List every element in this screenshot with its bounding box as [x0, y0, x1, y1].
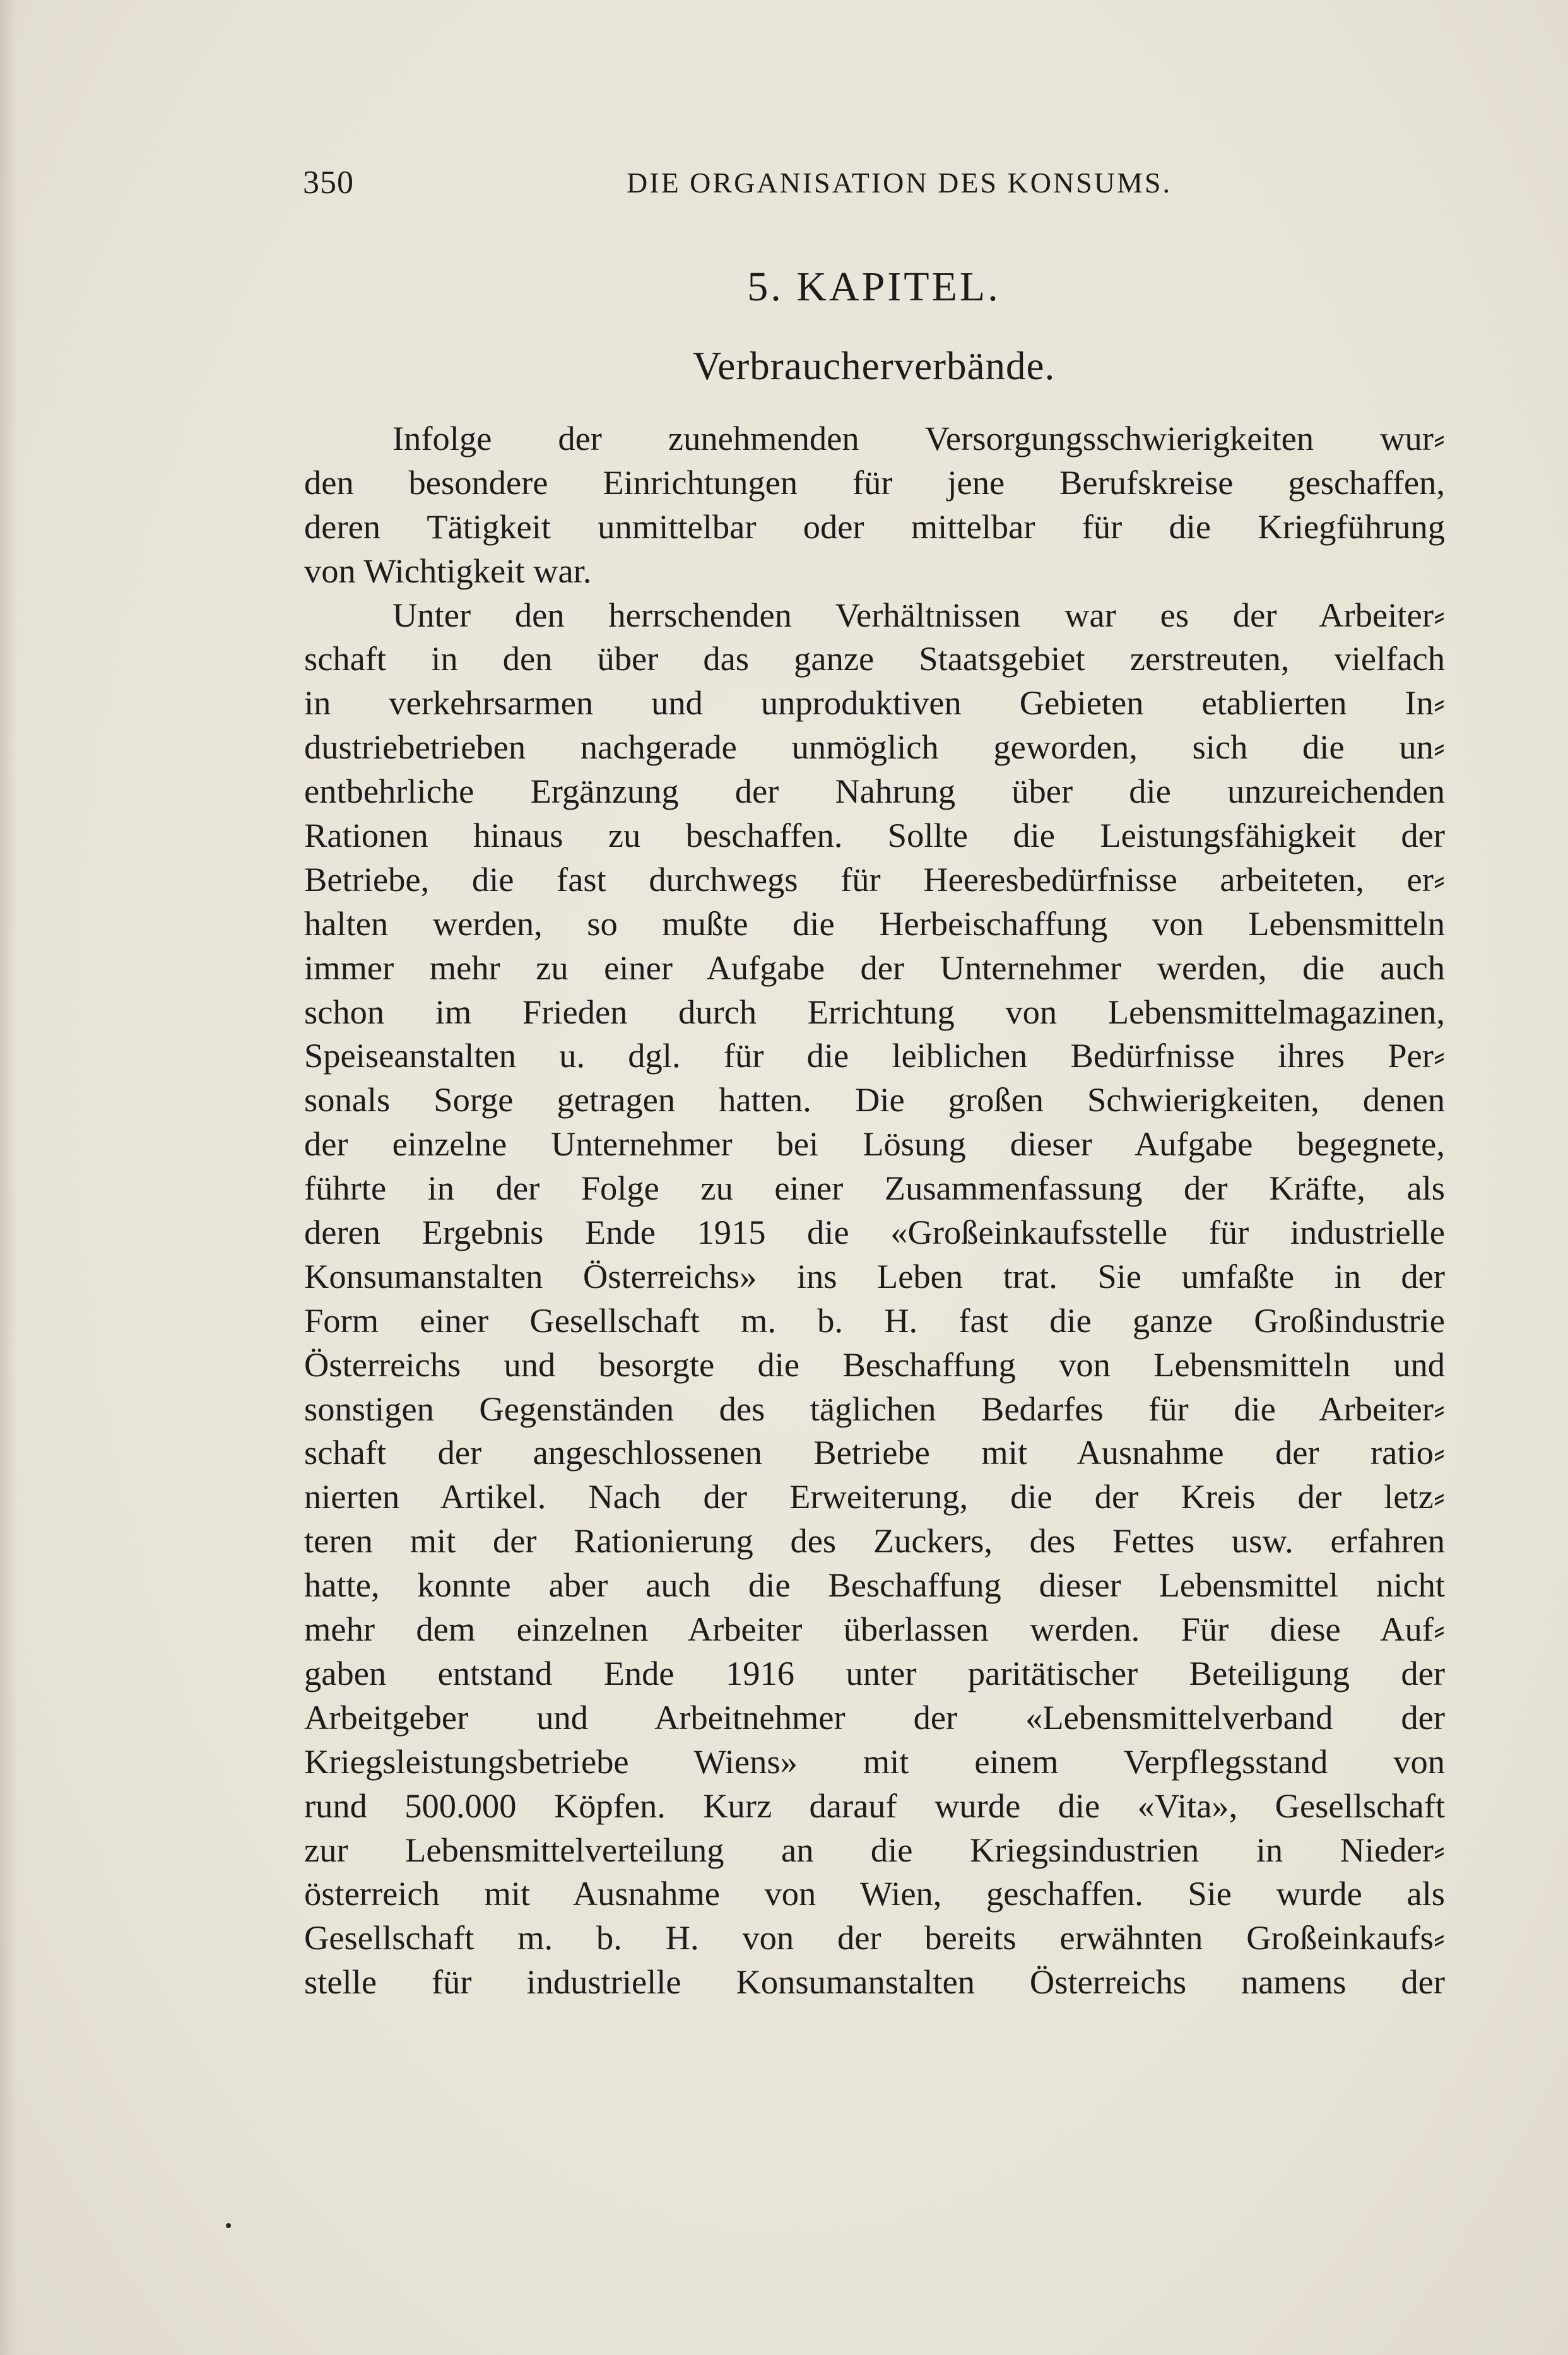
text-line: zur Lebensmittelverteilung an die Kriegsindustrien in Nieder⸗ — [304, 1830, 1445, 1869]
text-line: rund 500.000 Köpfen. Kurz darauf wurde die «Vita», Gesellschaft — [304, 1786, 1445, 1825]
text-line: Österreichs und besorgte die Beschaffung von Lebensmitteln und — [304, 1345, 1445, 1384]
chapter-subtitle: Verbraucherverbände. — [692, 344, 1056, 388]
text-line: schon im Frieden durch Errichtung von Lebensmittelmagazinen, — [304, 992, 1445, 1031]
paragraph — [304, 593, 1445, 2005]
text-line: führte in der Folge zu einer Zusammenfassung der Kräfte, als — [304, 1169, 1445, 1208]
text-line: sonals Sorge getragen hatten. Die großen Schwierigkeiten, denen — [304, 1080, 1445, 1119]
body-text — [304, 416, 1445, 2004]
text-line: in verkehrsarmen und unproduktiven Gebieten etablierten In⸗ — [304, 683, 1445, 723]
chapter-heading: 5. KAPITEL. — [747, 264, 1001, 310]
text-line: Gesellschaft m. b. H. von der bereits erwähnten Großeinkaufs⸗ — [304, 1918, 1445, 1957]
text-line: Arbeitgeber und Arbeitnehmer der «Lebensmittelverband der — [304, 1697, 1445, 1737]
text-line: entbehrliche Ergänzung der Nahrung über die unzureichenden — [304, 772, 1445, 811]
text-line: schaft in den über das ganze Staatsgebiet zerstreuten, vielfach — [304, 639, 1445, 678]
page-number: 350 — [303, 165, 354, 201]
text-line: Kriegsleistungsbetriebe Wiens» mit einem Verpflegsstand von — [304, 1742, 1445, 1781]
text-line: Rationen hinaus zu beschaffen. Sollte die Leistungsfähigkeit der — [304, 816, 1445, 855]
text-line: Speiseanstalten u. dgl. für die leiblichen Bedürfnisse ihres Per⸗ — [304, 1036, 1445, 1075]
text-line: nierten Artikel. Nach der Erweiterung, die der Kreis der letz⸗ — [304, 1477, 1445, 1516]
text-line: stelle für industrielle Konsumanstalten Österreichs namens der — [304, 1962, 1445, 2002]
text-line: schaft der angeschlossenen Betriebe mit Ausnahme der ratio⸗ — [304, 1433, 1445, 1472]
text-line: gaben entstand Ende 1916 unter paritätischer Beteiligung der — [304, 1653, 1445, 1692]
text-line: Infolge der zunehmenden Versorgungsschwierigkeiten wur⸗ — [392, 419, 1445, 457]
text-line: österreich mit Ausnahme von Wien, geschaffen. Sie wurde als — [304, 1874, 1445, 1913]
running-head: DIE ORGANISATION DES KONSUMS. — [627, 167, 1172, 199]
paper-speck — [226, 2223, 231, 2228]
text-line: hatte, konnte aber auch die Beschaffung dieser Lebensmittel nicht — [304, 1566, 1445, 1605]
text-line: Form einer Gesellschaft m. b. H. fast die ganze Großindustrie — [304, 1301, 1445, 1340]
text-line: mehr dem einzelnen Arbeiter überlassen werden. Für diese Auf⸗ — [304, 1610, 1445, 1649]
text-line: deren Tätigkeit unmittelbar oder mittelbar für die Kriegführung — [304, 507, 1445, 546]
text-line: dustriebetrieben nachgerade unmöglich geworden, sich die un⸗ — [304, 728, 1445, 767]
text-line: immer mehr zu einer Aufgabe der Unternehmer werden, die auch — [304, 948, 1445, 987]
paragraph — [304, 416, 1445, 593]
text-line: Betriebe, die fast durchwegs für Heeresbedürfnisse arbeiteten, er⸗ — [304, 859, 1445, 899]
page-header — [303, 161, 1445, 205]
text-line: teren mit der Rationierung des Zuckers, des Fettes usw. erfahren — [304, 1521, 1445, 1561]
text-line: den besondere Einrichtungen für jene Berufskreise geschaffen, — [304, 463, 1445, 502]
text-line: halten werden, so mußte die Herbeischaffung von Lebensmitteln — [304, 904, 1445, 943]
text-line: Konsumanstalten Österreichs» ins Leben trat. Sie umfaßte in der — [304, 1256, 1445, 1296]
text-line: sonstigen Gegenständen des täglichen Bedarfes für die Arbeiter⸗ — [304, 1389, 1445, 1428]
text-line: von Wichtigkeit war. — [304, 551, 592, 590]
text-line: deren Ergebnis Ende 1915 die «Großeinkaufsstelle für industrielle — [304, 1213, 1445, 1252]
text-line: Unter den herrschenden Verhältnissen war es der Arbeiter⸗ — [392, 595, 1445, 634]
text-line: der einzelne Unternehmer bei Lösung dieser Aufgabe begegnete, — [304, 1124, 1445, 1164]
page-edge-shadow — [0, 0, 18, 2355]
